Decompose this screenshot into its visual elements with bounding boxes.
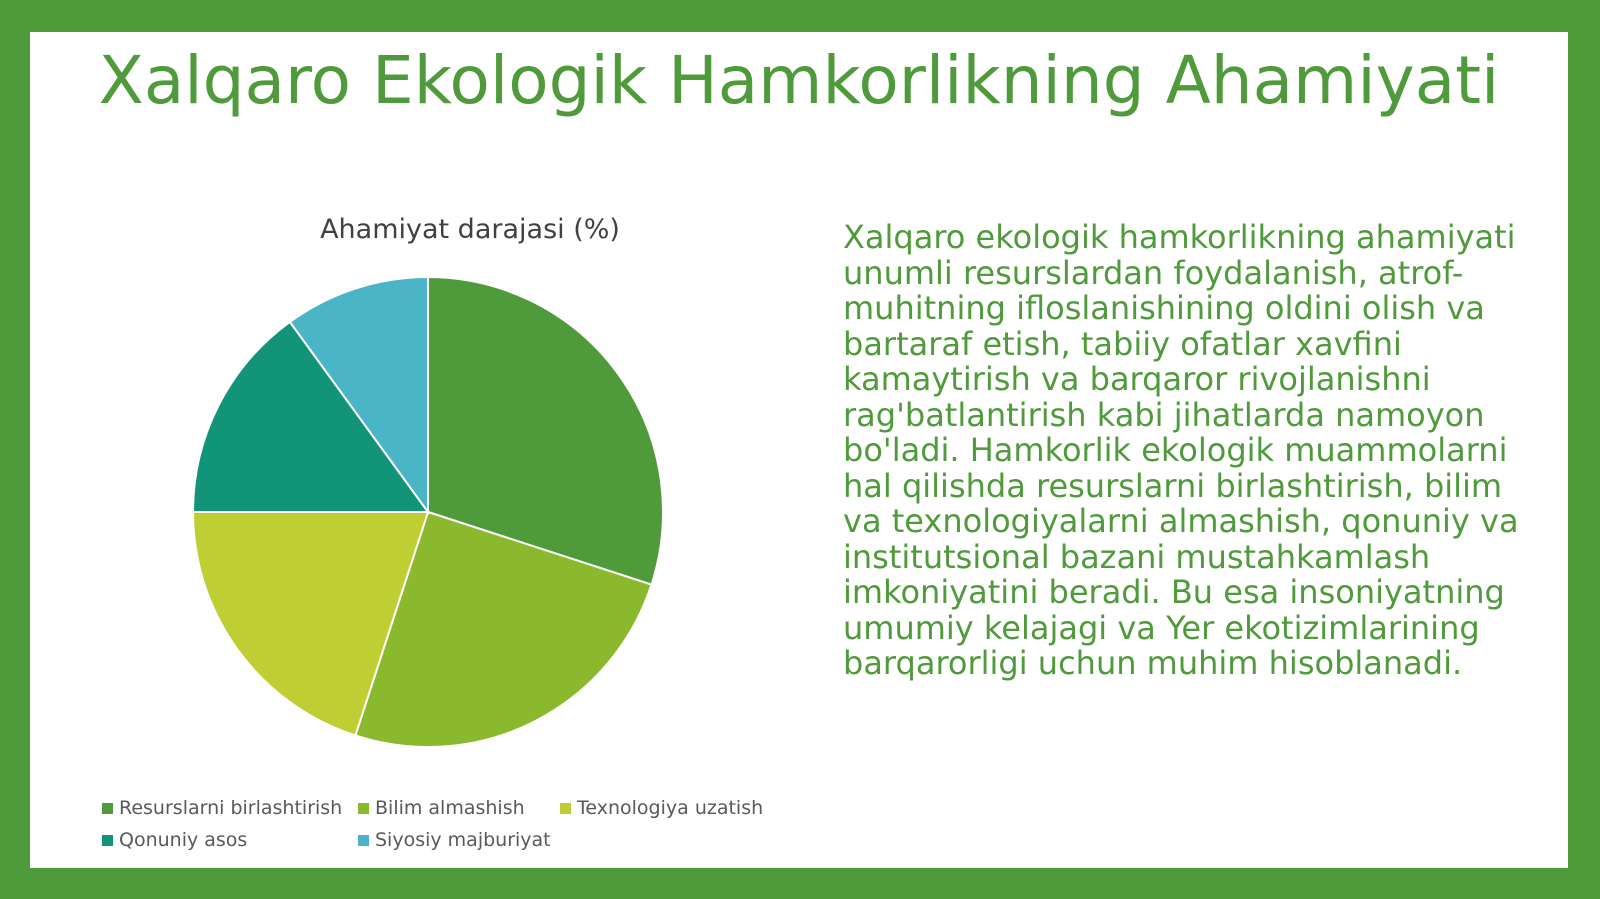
legend-item-3 — [560, 792, 800, 824]
chart-title: Ahamiyat darajasi (%) — [320, 214, 620, 245]
chart-legend — [102, 792, 822, 856]
legend-item-4 — [102, 824, 358, 856]
legend-label: Texnologiya uzatish — [577, 797, 764, 819]
legend-label: Siyosiy majburiyat — [375, 829, 551, 851]
legend-swatch — [560, 803, 571, 814]
legend-swatch — [358, 803, 369, 814]
body-text: Xalqaro ekologik hamkorlikning ahamiyati unumli resurslardan foydalanish, atrof-muhitning ifloslanishining oldini olish va bartaraf etish, tabiiy ofatlar xavfini kamaytirish va barqaror rivojlanishni rag'batlantirish kabi jihatlarda namoyon bo'ladi. Hamkorlik ekologik muammolarni hal qilishda resurslarni birlashtirish, bilim va texnologiyalarni almashish, qonuniy va institutsional bazani mustahkamlash imkoniyatini beradi. Bu esa insoniyatning umumiy kelajagi va Yer ekotizimlarining barqarorligi uchun muhim hisoblanadi. — [843, 218, 1519, 682]
slide — [30, 32, 1568, 868]
pie-chart — [30, 32, 830, 868]
legend-swatch — [102, 803, 113, 814]
legend-label: Bilim almashish — [375, 797, 525, 819]
legend-label: Qonuniy asos — [119, 829, 248, 851]
legend-swatch — [358, 835, 369, 846]
legend-item-1 — [102, 792, 358, 824]
legend-swatch — [102, 835, 113, 846]
legend-label: Resurslarni birlashtirish — [119, 797, 343, 819]
legend-item-2 — [358, 792, 560, 824]
slide-title: Xalqaro Ekologik Hamkorlikning Ahamiyati — [98, 42, 1500, 119]
legend-item-5 — [358, 824, 560, 856]
